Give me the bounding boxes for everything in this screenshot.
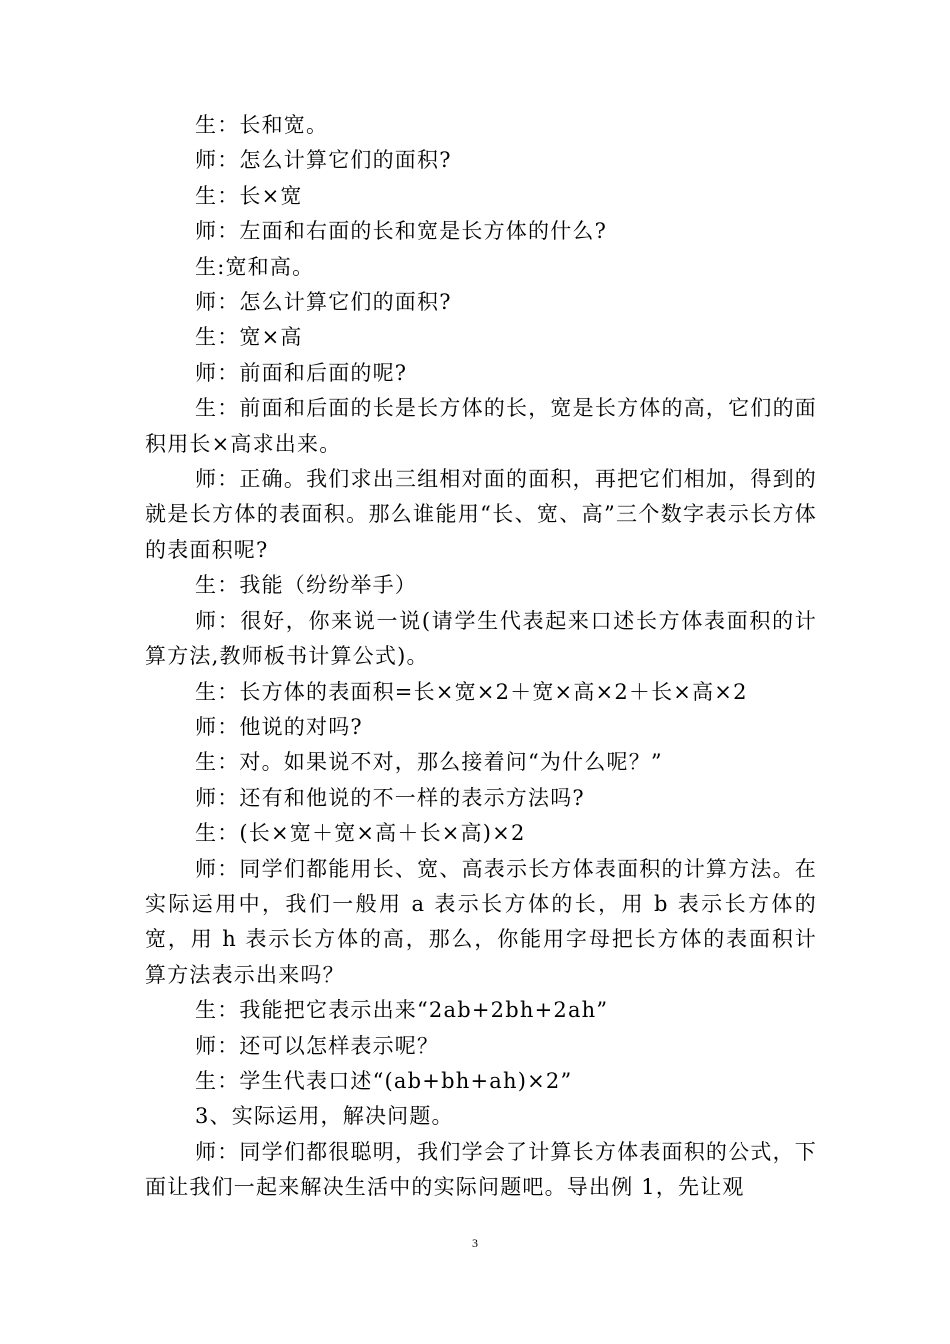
- paragraph: 生：(长×宽＋宽×高＋长×高)×2: [195, 821, 526, 846]
- paragraph: 生：对。如果说不对，那么接着问“为什么呢？”: [195, 750, 663, 775]
- paragraph: 师：还可以怎样表示呢？: [195, 1033, 440, 1058]
- paragraph: 生：长和宽。: [195, 113, 329, 137]
- paragraph: 师：他说的对吗?: [195, 714, 363, 739]
- paragraph: 师：同学们都很聪明，我们学会了计算长方体表面积的公式，下面让我们一起来解决生活中的实际问题吧。导出例 1，先让观: [145, 1139, 817, 1200]
- paragraph: 师：左面和右面的长和宽是长方体的什么?: [195, 219, 608, 244]
- paragraph: 生：长方体的表面积=长×宽×2＋宽×高×2＋长×高×2: [195, 679, 748, 704]
- paragraph: 生：前面和后面的长是长方体的长，宽是长方体的高，它们的面积用长×高求出来。: [145, 396, 817, 456]
- paragraph: 师：怎么计算它们的面积?: [195, 290, 452, 315]
- paragraph: 师：同学们都能用长、宽、高表示长方体表面积的计算方法。在实际运用中，我们一般用 a 表示长方体的长，用 b 表示长方体的宽，用 h 表示长方体的高，那么，你能用字母把长方体的表面积计算方法表示出来吗？: [145, 856, 817, 987]
- paragraph: 生：学生代表口述“(ab+bh+ah)×2”: [195, 1068, 573, 1093]
- section-heading: 3、实际运用，解决问题。: [195, 1104, 454, 1129]
- paragraph: 生：长×宽: [195, 183, 303, 208]
- document-body: [145, 108, 817, 1206]
- paragraph: 师：正确。我们求出三组相对面的面积，再把它们相加，得到的就是长方体的表面积。那么谁能用“长、宽、高”三个数字表示长方体的表面积呢?: [145, 467, 817, 562]
- paragraph: 师：还有和他说的不一样的表示方法吗?: [195, 785, 585, 810]
- page-number: 3: [472, 1236, 478, 1250]
- paragraph: 生：我能（纷纷举手）: [195, 573, 417, 598]
- paragraph: 生：我能把它表示出来“2ab+2bh+2ah”: [195, 998, 609, 1023]
- paragraph: 生:宽和高。: [195, 254, 315, 279]
- paragraph: 师：很好，你来说一说(请学生代表起来口述长方体表面积的计算方法,教师板书计算公式)。: [145, 608, 817, 669]
- paragraph: 师：前面和后面的呢?: [195, 360, 408, 385]
- paragraph: 师：怎么计算它们的面积?: [195, 148, 452, 173]
- paragraph: 生：宽×高: [195, 325, 303, 350]
